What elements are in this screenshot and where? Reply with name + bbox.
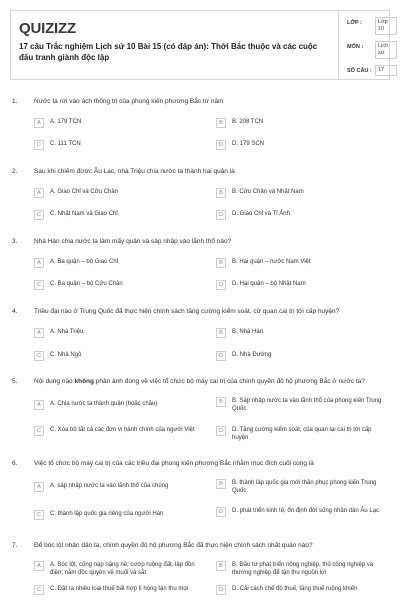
option-letter: B bbox=[216, 397, 226, 407]
option-text: C. Xóa bỏ tất cả các đơn vị hành chính của người Việt bbox=[50, 427, 195, 433]
option-text: C. thành lập quốc gia riêng của người Hán bbox=[50, 511, 164, 517]
option-letter: B bbox=[216, 118, 226, 128]
option-text: A. Giao Chỉ và Cửu Chân bbox=[50, 189, 119, 195]
question-number: 1. bbox=[12, 98, 18, 105]
option-letter: B bbox=[216, 188, 226, 198]
option-letter: A bbox=[34, 561, 44, 571]
meta-count-value: 17 bbox=[375, 65, 397, 76]
meta-subject-value: Lịch sử bbox=[375, 41, 397, 59]
option-text: A. Ba quận – bộ Giao Chỉ bbox=[50, 259, 119, 265]
option-text: A. 179 TCN bbox=[50, 119, 82, 125]
option-text: D. Giao Chỉ và Tỉ Ảnh bbox=[232, 211, 290, 217]
question-number: 6. bbox=[12, 460, 18, 467]
option-letter: A bbox=[34, 118, 44, 128]
option-letter: A bbox=[34, 328, 44, 338]
option-text: D. Tăng cường kiểm soát, của quan lại cai trị tới cấp huyện bbox=[232, 427, 372, 441]
option-letter: A bbox=[34, 258, 44, 268]
option-letter: A bbox=[34, 400, 44, 410]
quiz-title: 17 câu Trắc nghiệm Lịch sử 10 Bài 15 (có đáp án): Thời Bắc thuộc và các cuộc đấu tranh giành độc lập bbox=[19, 42, 318, 62]
question-number: 3. bbox=[12, 238, 18, 245]
option-text: C. Ba quận – bộ Cửu Chân bbox=[50, 281, 123, 287]
quiz-meta bbox=[338, 11, 400, 79]
option-letter: D bbox=[216, 210, 226, 220]
question-number: 5. bbox=[12, 378, 18, 385]
option-letter: C bbox=[34, 426, 44, 436]
option-text: B. Sáp nhập nước ta vào lãnh thổ của phong kiến Trung Quốc bbox=[232, 398, 382, 412]
option-letter: B bbox=[216, 258, 226, 268]
question-text: Nhà Hán chia nước ta làm mấy quận và sáp nhập vào lãnh thổ nào? bbox=[34, 238, 232, 245]
option-letter: D bbox=[216, 280, 226, 290]
option-text: C. Nhật Nam và Giao Chỉ bbox=[50, 211, 118, 217]
option-text: D. phát triển kinh tế, ổn định đời sống nhân dân Âu Lạc bbox=[232, 508, 380, 514]
option-letter: B bbox=[216, 561, 226, 571]
option-letter: D bbox=[216, 351, 226, 361]
option-letter: A bbox=[34, 188, 44, 198]
question-number: 2. bbox=[12, 168, 18, 175]
option-text: B. Cửu Chân và Nhật Nam bbox=[232, 189, 304, 195]
option-text: B. Nhà Hán bbox=[232, 329, 264, 335]
question-text: Để bóc lột nhân dân ta, chính quyền đô hộ phương Bắc đã thực hiện chính sách nhất quán nào? bbox=[34, 542, 313, 549]
option-letter: B bbox=[216, 328, 226, 338]
option-text: B. Hai quận – nước Nam Việt bbox=[232, 259, 311, 265]
option-text: A. Nhà Triệu bbox=[50, 329, 84, 335]
option-letter: A bbox=[34, 482, 44, 492]
question-text bbox=[34, 378, 384, 386]
question-text: Việc tổ chức bộ máy cai trị của các triều đại phong kiến phương Bắc nhằm mục đích cuối cùng là bbox=[34, 460, 314, 467]
meta-grade-value: Lớp 10 bbox=[375, 17, 397, 35]
option-letter: D bbox=[216, 507, 226, 517]
option-text: D. Nhà Đường bbox=[232, 352, 272, 358]
option-text: A. Bóc lột, cống nạp nặng nề; cướp ruộng đất, lập đồn điền; nắm độc quyền về muối và sắt bbox=[50, 562, 195, 576]
quizizz-logo: QUIZIZZ bbox=[19, 20, 76, 37]
question-number: 7. bbox=[12, 542, 18, 549]
option-letter: B bbox=[216, 479, 226, 489]
option-text: B. Đầu tư phát triển nông nghiệp, thủ công nghiệp và thương nghiệp để tận thu nguồn lợi bbox=[232, 562, 374, 576]
question-text-start: Nội dung nào bbox=[34, 378, 75, 385]
option-letter: C bbox=[34, 280, 44, 290]
option-letter: D bbox=[216, 140, 226, 150]
option-text: C. Đặt ra nhiều loại thuế bất hợp lí hòng tận thu mọi bbox=[50, 586, 189, 592]
option-text: C. 111 TCN bbox=[50, 141, 81, 147]
option-text: C. Nhà Ngô bbox=[50, 352, 82, 358]
option-letter: C bbox=[34, 585, 44, 595]
option-text: B. thành lập quốc gia mới thần phục phong kiến Trung Quốc bbox=[232, 480, 377, 494]
option-letter: C bbox=[34, 140, 44, 150]
question-text: Sau khi chiếm được Âu Lạc, nhà Triệu chia nước ta thành hai quận là bbox=[34, 168, 235, 175]
question-text: Triều đại nào ở Trung Quốc đã thực hiện chính sách tăng cường kiểm soát, cử quan cai trị tới cấp huyện? bbox=[34, 308, 340, 315]
meta-subject-label: MÔN : bbox=[347, 44, 364, 50]
quiz-header bbox=[10, 10, 390, 80]
question-number: 4. bbox=[12, 308, 18, 315]
question-text: Nước ta rơi vào ách thống trị của phong kiến phương Bắc từ năm bbox=[34, 98, 224, 105]
option-letter: C bbox=[34, 351, 44, 361]
option-letter: D bbox=[216, 426, 226, 436]
meta-count-label: SỐ CÂU : bbox=[347, 68, 372, 74]
option-text: D. 179 SCN bbox=[232, 141, 265, 147]
option-letter: C bbox=[34, 510, 44, 520]
option-text: D. Hai quận – bộ Nhật Nam bbox=[232, 281, 306, 287]
option-text: B. 208 TCN bbox=[232, 119, 264, 125]
question-text-end: phản ánh đúng về việc tổ chức bộ máy cai trị của chính quyền đô hộ phương Bắc ở nước ta? bbox=[93, 378, 365, 385]
option-letter: D bbox=[216, 585, 226, 595]
option-text: D. Cải cách chế độ thuế, tăng thuế ruộng khiến bbox=[232, 586, 358, 592]
option-text: A. sáp nhập nước ta vào lãnh thổ của chúng bbox=[50, 483, 169, 489]
option-text: A. Chia nước ta thành quận (hoặc châu) bbox=[50, 401, 158, 407]
question-text-emphasis: không bbox=[74, 378, 94, 385]
option-letter: C bbox=[34, 210, 44, 220]
meta-grade-label: LỚP : bbox=[347, 20, 362, 26]
